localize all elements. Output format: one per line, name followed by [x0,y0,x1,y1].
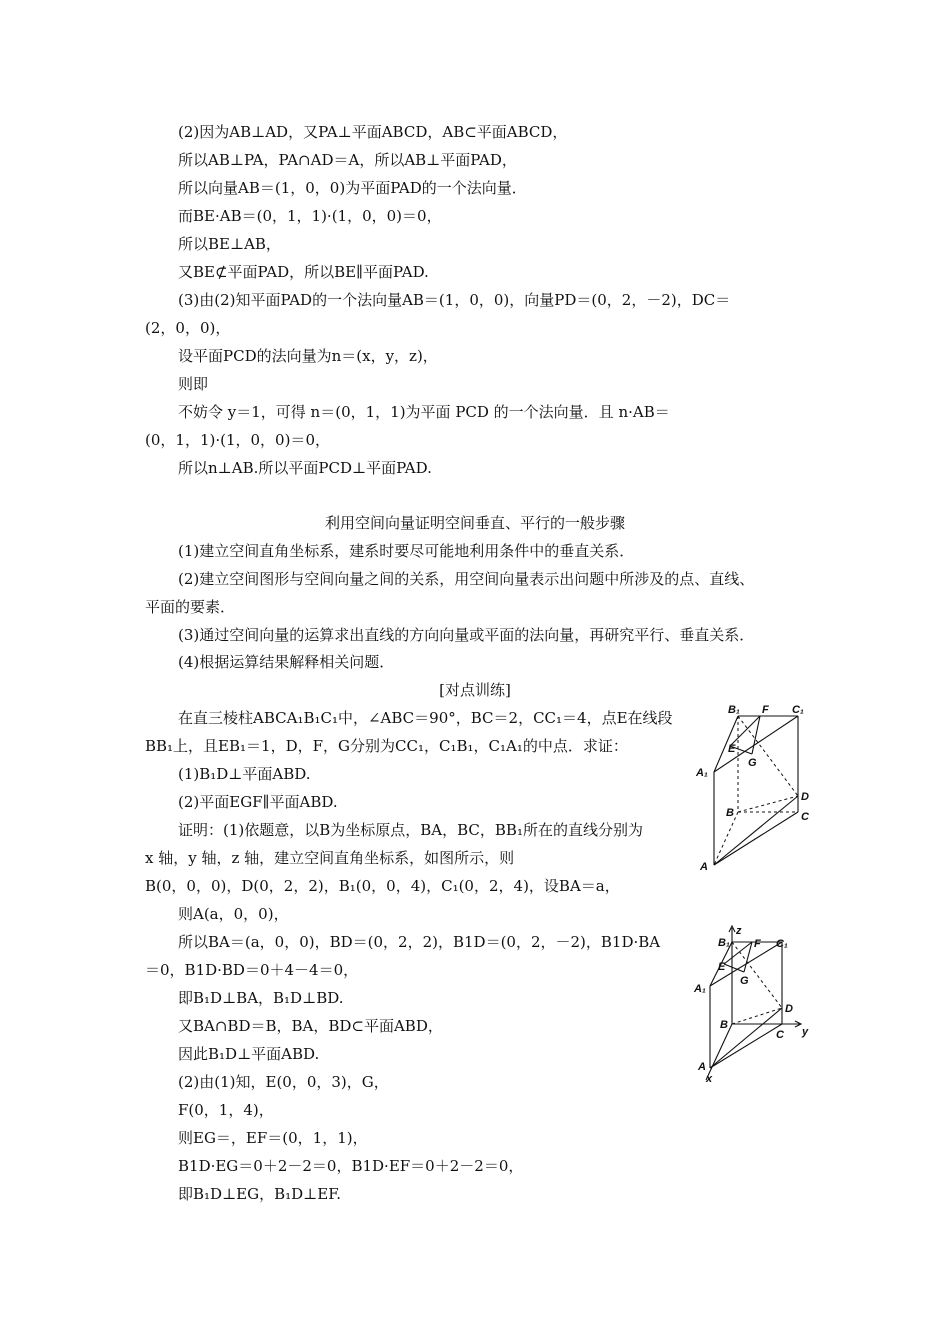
label-B1: B₁ [718,937,730,949]
label-z: z [736,925,742,937]
label-y: y [802,1026,809,1038]
label-D: D [801,791,809,803]
label-B1: B₁ [728,704,740,716]
label-F: F [762,704,769,716]
proof-line: (0，1，1)·(1，0，0)＝0， [145,431,330,449]
solution-line: 又BA∩BD＝B，BA，BD⊂平面ABD， [178,1017,443,1035]
solution-line: 即B₁D⊥EG，B₁D⊥EF. [178,1185,342,1203]
proof-line: 所以BE⊥AB， [178,235,281,253]
proof-line: 不妨令 y＝1，可得 n＝(0，1，1)为平面 PCD 的一个法向量．且 n·AB＝ [178,403,670,421]
solution-line: 因此B₁D⊥平面ABD. [178,1045,320,1063]
solution-line: 则A(a，0，0)， [178,905,289,923]
label-C: C [801,811,809,823]
label-A1: A₁ [694,983,706,995]
label-G: G [748,757,757,769]
proof-line: 而BE·AB＝(0，1，1)·(1，0，0)＝0， [178,207,442,225]
problem-text: BB₁上，且EB₁＝1，D，F，G分别为CC₁，C₁B₁，C₁A₁的中点．求证： [145,737,628,755]
label-E: E [728,743,736,755]
solution-line: (2)由(1)知，E(0，0，3)，G， [178,1073,389,1091]
label-B: B [726,807,734,819]
label-A: A [700,861,708,873]
proof-line: (2)因为AB⊥AD，又PA⊥平面ABCD，AB⊂平面ABCD， [178,123,568,141]
label-G: G [740,975,749,987]
proof-line: 所以向量AB＝(1，0，0)为平面PAD的一个法向量． [178,179,527,197]
step-item: (1)建立空间直角坐标系，建系时要尽可能地利用条件中的垂直关系． [178,542,635,560]
solution-line: 证明：(1)依题意，以B为坐标原点，BA，BC，BB₁所在的直线分别为 [178,821,643,839]
solution-line: F(0，1，4)， [178,1101,274,1119]
step-item: 平面的要素． [145,598,236,616]
label-B: B [720,1019,728,1031]
proof-line: 所以AB⊥PA，PA∩AD＝A，所以AB⊥平面PAD， [178,151,517,169]
solution-line: 则EG＝，EF＝(0，1，1)， [178,1129,368,1147]
prism-diagram [690,700,820,880]
label-C1: C₁ [792,704,804,716]
label-A: A [698,1061,706,1073]
proof-line: (3)由(2)知平面PAD的一个法向量AB＝(1，0，0)，向量PD＝(0，2，－2)，DC＝ [178,291,731,309]
solution-line: 即B₁D⊥BA，B₁D⊥BD. [178,989,344,1007]
section-title: 利用空间向量证明空间垂直、平行的一般步骤 [324,514,625,532]
step-item: (4)根据运算结果解释相关问题． [178,653,395,671]
proof-line: 所以n⊥AB.所以平面PCD⊥平面PAD. [178,459,432,477]
label-E: E [718,961,726,973]
step-item: (2)建立空间图形与空间向量之间的关系，用空间向量表示出问题中所涉及的点、直线、 [178,570,755,588]
label-A1: A₁ [696,767,708,779]
label-x: x [706,1073,713,1085]
label-D: D [785,1003,793,1015]
label-F: F [754,938,761,950]
coordinate-diagram [690,920,820,1085]
solution-line: ＝0，B1D·BD＝0＋4－4＝0， [145,961,359,979]
problem-question: (1)B₁D⊥平面ABD. [178,765,311,783]
solution-line: x 轴，y 轴，z 轴，建立空间直角坐标系，如图所示，则 [145,849,515,867]
problem-text: 在直三棱柱ABCA₁B₁C₁中，∠ABC＝90°，BC＝2，CC₁＝4，点E在线段 [178,709,673,727]
proof-line: (2，0，0)， [145,319,231,337]
proof-line: 又BE⊄平面PAD，所以BE∥平面PAD. [178,263,429,281]
solution-line: B(0，0，0)，D(0，2，2)，B₁(0，0，4)，C₁(0，2，4)，设BA＝a， [145,877,620,895]
step-item: (3)通过空间向量的运算求出直线的方向向量或平面的法向量，再研究平行、垂直关系． [178,626,755,644]
problem-question: (2)平面EGF∥平面ABD. [178,793,338,811]
training-heading: [对点训练] [439,681,511,699]
solution-line: B1D·EG＝0＋2－2＝0，B1D·EF＝0＋2－2＝0， [178,1157,524,1175]
proof-line: 设平面PCD的法向量为n＝(x，y，z)， [178,347,438,365]
label-C: C [776,1029,784,1041]
solution-line: 所以BA＝(a，0，0)，BD＝(0，2，2)，B1D＝(0，2，－2)，B1D·BA [178,933,661,951]
proof-line: 则即 [178,375,209,393]
prism-figure [690,700,820,880]
coordinate-figure [690,920,820,1085]
label-C1: C₁ [776,938,788,950]
